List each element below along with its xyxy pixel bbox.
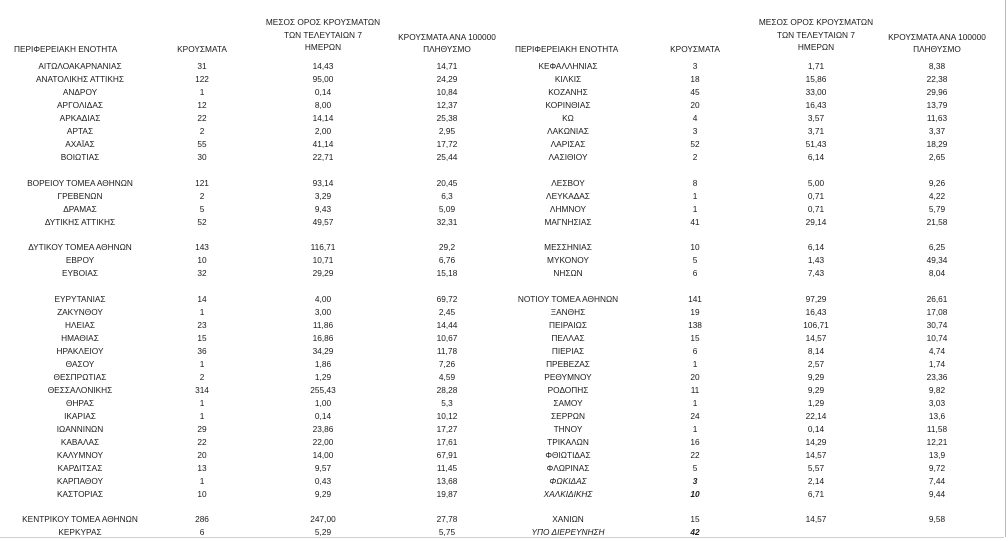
cell-per100k: 5,79 [928,204,946,214]
cell-cases: 1 [692,204,698,214]
cell-region: ΧΑΝΙΩΝ [552,514,584,524]
cell-region: ΝΗΣΩΝ [553,268,583,278]
cell-avg: 0,14 [314,411,332,421]
cell-per100k: 5,75 [438,527,456,537]
cell-cases: 22 [197,113,207,123]
cell-cases: 2 [199,372,205,382]
cell-per100k: 27,78 [436,514,458,524]
cell-per100k: 29,96 [926,87,948,97]
cell-region: ΜΕΣΣΗΝΙΑΣ [544,242,592,252]
cell-per100k: 2,65 [928,152,946,162]
cell-cases: 10 [690,242,700,252]
cell-avg: 2,14 [807,476,825,486]
cell-region: ΚΩ [562,113,574,123]
cell-cases: 1 [199,411,205,421]
cell-avg: 3,29 [314,191,332,201]
cell-cases: 5 [692,463,698,473]
cell-region: ΘΕΣΠΡΩΤΙΑΣ [53,372,107,382]
cell-cases: 10 [197,255,207,265]
cell-per100k: 11,58 [926,424,948,434]
cell-region: ΕΥΒΟΙΑΣ [61,268,99,278]
cell-avg: 10,71 [312,255,334,265]
cell-per100k: 9,44 [928,489,946,499]
cell-region: ΘΕΣΣΑΛΟΝΙΚΗΣ [47,385,113,395]
cell-cases: 32 [197,268,207,278]
cell-cases: 16 [690,437,700,447]
cell-avg: 8,14 [807,346,825,356]
cell-region: ΛΗΜΝΟΥ [549,204,587,214]
cell-avg: 97,29 [805,294,827,304]
cell-region: ΜΑΓΝΗΣΙΑΣ [544,217,592,227]
cell-avg: 95,00 [312,74,334,84]
cell-region: ΕΥΡΥΤΑΝΙΑΣ [54,294,106,304]
cell-cases: 22 [197,437,207,447]
cell-avg: 23,86 [312,424,334,434]
cell-per100k: 21,58 [926,217,948,227]
cell-region: ΡΕΘΥΜΝΟΥ [544,372,592,382]
left-header-per100k-line2: ΠΛΗΘΥΣΜΟ [423,44,471,54]
cell-region: ΝΟΤΙΟΥ ΤΟΜΕΑ ΑΘΗΝΩΝ [517,294,619,304]
cell-region: ΚΑΡΔΙΤΣΑΣ [57,463,103,473]
cell-region: ΛΑΣΙΘΙΟΥ [548,152,588,162]
cell-per100k: 20,45 [436,178,458,188]
cell-cases: 6 [199,527,205,537]
cell-cases: 30 [197,152,207,162]
cell-cases: 52 [197,217,207,227]
cell-region: ΘΑΣΟΥ [65,359,95,369]
cell-per100k: 67,91 [436,450,458,460]
left-header-avg-line2: ΤΩΝ ΤΕΛΕΥΤΑΙΩΝ 7 [284,30,362,40]
cell-region: ΦΛΩΡΙΝΑΣ [546,463,590,473]
cell-cases: 2 [199,126,205,136]
cell-region: ΔΥΤΙΚΟΥ ΤΟΜΕΑ ΑΘΗΝΩΝ [28,242,132,252]
cell-cases: 1 [692,359,698,369]
cell-cases: 2 [692,152,698,162]
cell-per100k: 23,36 [926,372,948,382]
cell-region: ΑΡΚΑΔΙΑΣ [59,113,101,123]
cell-per100k: 13,79 [926,100,948,110]
cell-avg: 51,43 [805,139,827,149]
cell-region: ΗΛΕΙΑΣ [64,320,96,330]
cell-cases: 1 [199,398,205,408]
cell-cases: 18 [690,74,700,84]
cell-region: ΠΕΙΡΑΙΩΣ [549,320,587,330]
cell-per100k: 4,22 [928,191,946,201]
cell-per100k: 7,44 [928,476,946,486]
cell-avg: 9,43 [314,204,332,214]
cell-region: ΚΑΣΤΟΡΙΑΣ [56,489,104,499]
cell-per100k: 4,74 [928,346,946,356]
cell-per100k: 17,72 [436,139,458,149]
cell-per100k: 9,82 [928,385,946,395]
cell-cases: 14 [197,294,207,304]
cell-per100k: 19,87 [436,489,458,499]
cell-avg: 33,00 [805,87,827,97]
cell-avg: 8,00 [314,100,332,110]
cell-per100k: 11,63 [926,113,948,123]
cell-per100k: 2,95 [438,126,456,136]
cell-cases: 12 [197,100,207,110]
cell-cases: 143 [195,242,209,252]
cell-cases: 286 [195,514,209,524]
cell-avg: 0,71 [807,191,825,201]
cell-region: ΑΡΓΟΛΙΔΑΣ [57,100,103,110]
cell-avg: 6,14 [807,242,825,252]
cell-cases: 22 [690,450,700,460]
cell-per100k: 11,78 [436,346,458,356]
cell-region: ΦΘΙΩΤΙΔΑΣ [545,450,591,460]
cell-cases: 8 [692,178,698,188]
cell-avg: 7,43 [807,268,825,278]
cell-avg: 0,71 [807,204,825,214]
cell-per100k: 13,6 [928,411,946,421]
cell-avg: 6,14 [807,152,825,162]
cell-per100k: 11,45 [436,463,458,473]
cell-region: ΚΙΛΚΙΣ [554,74,582,84]
cell-avg: 5,29 [314,527,332,537]
cell-avg: 1,71 [807,61,825,71]
cell-cases: 23 [197,320,207,330]
cell-region: ΚΑΛΥΜΝΟΥ [56,450,104,460]
cell-cases: 10 [197,489,207,499]
cell-per100k: 2,45 [438,307,456,317]
cell-avg: 247,00 [310,514,336,524]
cell-region: ΣΕΡΡΩΝ [551,411,585,421]
cell-per100k: 9,58 [928,514,946,524]
cell-avg: 22,71 [312,152,334,162]
cell-cases: 3 [692,126,698,136]
cell-avg: 29,29 [312,268,334,278]
cell-per100k: 17,27 [436,424,458,434]
cell-region: ΤΡΙΚΑΛΩΝ [547,437,589,447]
cell-avg: 9,57 [314,463,332,473]
cell-avg: 3,57 [807,113,825,123]
cell-per100k: 18,29 [926,139,948,149]
cell-per100k: 25,38 [436,113,458,123]
cell-avg: 22,00 [312,437,334,447]
cell-avg: 116,71 [310,242,336,252]
cell-region: ΠΕΛΛΑΣ [551,333,585,343]
left-header-per100k-line1: ΚΡΟΥΣΜΑΤΑ ΑΝΑ 100000 [398,32,496,42]
cell-region: ΚΕΝΤΡΙΚΟΥ ΤΟΜΕΑ ΑΘΗΝΩΝ [22,514,138,524]
cell-per100k: 5,3 [441,398,453,408]
cell-per100k: 13,9 [928,450,946,460]
cell-cases: 122 [195,74,209,84]
cell-avg: 14,14 [312,113,334,123]
cell-avg: 1,00 [314,398,332,408]
cell-per100k: 12,21 [926,437,948,447]
left-header-cases: ΚΡΟΥΣΜΑΤΑ [177,44,227,54]
cell-region: ΡΟΔΟΠΗΣ [547,385,589,395]
cell-avg: 5,00 [807,178,825,188]
cell-region: ΦΩΚΙΔΑΣ [549,476,587,486]
cell-per100k: 5,09 [438,204,456,214]
right-header-avg-line1: ΜΕΣΟΣ ΟΡΟΣ ΚΡΟΥΣΜΑΤΩΝ [758,17,874,27]
cell-per100k: 28,28 [436,385,458,395]
cell-per100k: 14,71 [436,61,458,71]
cell-cases: 1 [199,359,205,369]
cell-per100k: 22,38 [926,74,948,84]
cell-avg: 11,86 [312,320,334,330]
cell-region: ΖΑΚΥΝΘΟΥ [57,307,103,317]
cell-avg: 4,00 [314,294,332,304]
cell-per100k: 26,61 [926,294,948,304]
cell-per100k: 3,03 [928,398,946,408]
cell-per100k: 3,37 [928,126,946,136]
left-header-avg-line1: ΜΕΣΟΣ ΟΡΟΣ ΚΡΟΥΣΜΑΤΩΝ [265,17,381,27]
cell-cases: 2 [199,191,205,201]
cell-cases: 3 [692,476,698,486]
bottom-border [0,537,1004,538]
cell-cases: 20 [690,100,700,110]
cell-per100k: 32,31 [436,217,458,227]
cell-region: ΗΜΑΘΙΑΣ [61,333,99,343]
cell-region: ΙΚΑΡΙΑΣ [64,411,96,421]
cell-region: ΠΙΕΡΙΑΣ [551,346,585,356]
cell-cases: 11 [690,385,700,395]
cell-region: ΤΗΝΟΥ [553,424,583,434]
cell-cases: 13 [197,463,207,473]
cell-per100k: 9,72 [928,463,946,473]
cell-region: ΚΑΒΑΛΑΣ [60,437,100,447]
cell-cases: 6 [692,346,698,356]
cell-cases: 15 [197,333,207,343]
cell-region: ΑΝΑΤΟΛΙΚΗΣ ΑΤΤΙΚΗΣ [35,74,125,84]
cell-avg: 1,29 [807,398,825,408]
cell-avg: 3,71 [807,126,825,136]
cell-cases: 24 [690,411,700,421]
cell-avg: 14,00 [312,450,334,460]
cell-avg: 6,71 [807,489,825,499]
cell-region: ΜΥΚΟΝΟΥ [547,255,589,265]
cell-per100k: 30,74 [926,320,948,330]
cell-region: ΧΑΛΚΙΔΙΚΗΣ [543,489,593,499]
cell-avg: 9,29 [807,385,825,395]
cell-cases: 1 [199,476,205,486]
cell-cases: 5 [199,204,205,214]
cell-avg: 16,43 [805,100,827,110]
cell-region: ΕΒΡΟΥ [65,255,95,265]
cell-per100k: 6,25 [928,242,946,252]
cell-cases: 1 [199,87,205,97]
cell-avg: 106,71 [803,320,829,330]
cell-cases: 42 [690,527,700,537]
cell-cases: 6 [692,268,698,278]
cell-cases: 141 [688,294,702,304]
cell-region: ΔΡΑΜΑΣ [63,204,97,214]
cell-per100k: 49,34 [926,255,948,265]
cell-avg: 16,43 [805,307,827,317]
cell-per100k: 4,59 [438,372,456,382]
cell-per100k: 6,76 [438,255,456,265]
cell-region: ΛΑΚΩΝΙΑΣ [547,126,589,136]
cell-region: ΚΑΡΠΑΘΟΥ [56,476,104,486]
cell-region: ΙΩΑΝΝΙΝΩΝ [56,424,104,434]
cell-region: ΑΡΤΑΣ [66,126,94,136]
cell-region: ΓΡΕΒΕΝΩΝ [57,191,103,201]
cell-per100k: 6,3 [441,191,453,201]
right-header-cases: ΚΡΟΥΣΜΑΤΑ [670,44,720,54]
cell-per100k: 10,84 [436,87,458,97]
cell-avg: 0,43 [314,476,332,486]
cell-region: ΚΕΡΚΥΡΑΣ [58,527,102,537]
cell-cases: 5 [692,255,698,265]
cell-region: ΥΠΟ ΔΙΕΡΕΥΝΗΣΗ [531,527,605,537]
cell-per100k: 29,2 [438,242,456,252]
cell-region: ΛΕΥΚΑΔΑΣ [546,191,590,201]
cell-cases: 45 [690,87,700,97]
cell-avg: 2,00 [314,126,332,136]
cell-cases: 52 [690,139,700,149]
cell-avg: 14,43 [312,61,334,71]
right-header-per100k-line2: ΠΛΗΘΥΣΜΟ [913,44,961,54]
cell-avg: 22,14 [805,411,827,421]
cell-avg: 1,29 [314,372,332,382]
cell-cases: 20 [690,372,700,382]
cell-per100k: 7,26 [438,359,456,369]
right-header-per100k-line1: ΚΡΟΥΣΜΑΤΑ ΑΝΑ 100000 [888,32,986,42]
cell-per100k: 1,74 [928,359,946,369]
cell-region: ΑΙΤΩΛΟΑΚΑΡΝΑΝΙΑΣ [38,61,122,71]
cell-cases: 1 [199,307,205,317]
cell-avg: 1,43 [807,255,825,265]
cell-per100k: 13,68 [436,476,458,486]
left-header-region: ΠΕΡΙΦΕΡΕΙΑΚΗ ΕΝΟΤΗΤΑ [14,44,118,54]
cell-region: ΠΡΕΒΕΖΑΣ [546,359,590,369]
cell-per100k: 9,26 [928,178,946,188]
cell-avg: 14,57 [805,450,827,460]
cell-cases: 31 [197,61,207,71]
cell-per100k: 10,74 [926,333,948,343]
cell-avg: 49,57 [312,217,334,227]
cell-region: ΣΑΜΟΥ [553,398,583,408]
cell-avg: 255,43 [310,385,336,395]
right-header-avg-line3: ΗΜΕΡΩΝ [797,42,835,52]
cell-region: ΔΥΤΙΚΗΣ ΑΤΤΙΚΗΣ [44,217,116,227]
cell-avg: 16,86 [312,333,334,343]
cell-cases: 55 [197,139,207,149]
cell-avg: 9,29 [314,489,332,499]
right-header-avg-line2: ΤΩΝ ΤΕΛΕΥΤΑΙΩΝ 7 [777,30,855,40]
cell-avg: 15,86 [805,74,827,84]
cell-cases: 121 [195,178,209,188]
right-border [1005,0,1006,537]
cell-avg: 14,29 [805,437,827,447]
cell-per100k: 69,72 [436,294,458,304]
left-header-avg-line3: ΗΜΕΡΩΝ [304,42,342,52]
cell-per100k: 14,44 [436,320,458,330]
cell-per100k: 8,38 [928,61,946,71]
cell-region: ΛΕΣΒΟΥ [551,178,585,188]
cell-region: ΛΑΡΙΣΑΣ [550,139,586,149]
cell-region: ΞΑΝΘΗΣ [550,307,586,317]
cell-region: ΑΧΑΪΑΣ [65,139,95,149]
cell-avg: 29,14 [805,217,827,227]
cell-region: ΒΟΙΩΤΙΑΣ [60,152,100,162]
cell-per100k: 17,08 [926,307,948,317]
cell-avg: 93,14 [312,178,334,188]
cell-cases: 15 [690,333,700,343]
cell-avg: 0,14 [807,424,825,434]
cell-cases: 1 [692,398,698,408]
cell-region: ΚΟΡΙΝΘΙΑΣ [545,100,591,110]
cell-cases: 19 [690,307,700,317]
cell-per100k: 17,61 [436,437,458,447]
cell-cases: 36 [197,346,207,356]
cell-region: ΚΕΦΑΛΛΗΝΙΑΣ [538,61,598,71]
cell-avg: 5,57 [807,463,825,473]
cell-cases: 15 [690,514,700,524]
cell-avg: 0,14 [314,87,332,97]
cell-region: ΒΟΡΕΙΟΥ ΤΟΜΕΑ ΑΘΗΝΩΝ [27,178,133,188]
cell-per100k: 8,04 [928,268,946,278]
cell-avg: 2,57 [807,359,825,369]
cell-avg: 41,14 [312,139,334,149]
cell-cases: 3 [692,61,698,71]
cell-cases: 1 [692,424,698,434]
cell-avg: 34,29 [312,346,334,356]
cell-avg: 1,86 [314,359,332,369]
cell-region: ΑΝΔΡΟΥ [62,87,98,97]
cell-cases: 314 [195,385,209,395]
cell-cases: 29 [197,424,207,434]
cell-cases: 4 [692,113,698,123]
cell-per100k: 24,29 [436,74,458,84]
cell-cases: 138 [688,320,702,330]
cell-region: ΗΡΑΚΛΕΙΟΥ [56,346,104,356]
cell-cases: 20 [197,450,207,460]
cell-per100k: 10,12 [436,411,458,421]
cell-avg: 3,00 [314,307,332,317]
cell-avg: 9,29 [807,372,825,382]
cell-per100k: 10,67 [436,333,458,343]
cell-cases: 1 [692,191,698,201]
cell-cases: 10 [690,489,700,499]
cell-avg: 14,57 [805,333,827,343]
cell-per100k: 12,37 [436,100,458,110]
cell-region: ΚΟΖΑΝΗΣ [548,87,588,97]
cell-cases: 41 [690,217,700,227]
right-header-region: ΠΕΡΙΦΕΡΕΙΑΚΗ ΕΝΟΤΗΤΑ [515,44,619,54]
cell-per100k: 25,44 [436,152,458,162]
cell-per100k: 15,18 [436,268,458,278]
cell-avg: 14,57 [805,514,827,524]
cell-region: ΘΗΡΑΣ [65,398,95,408]
